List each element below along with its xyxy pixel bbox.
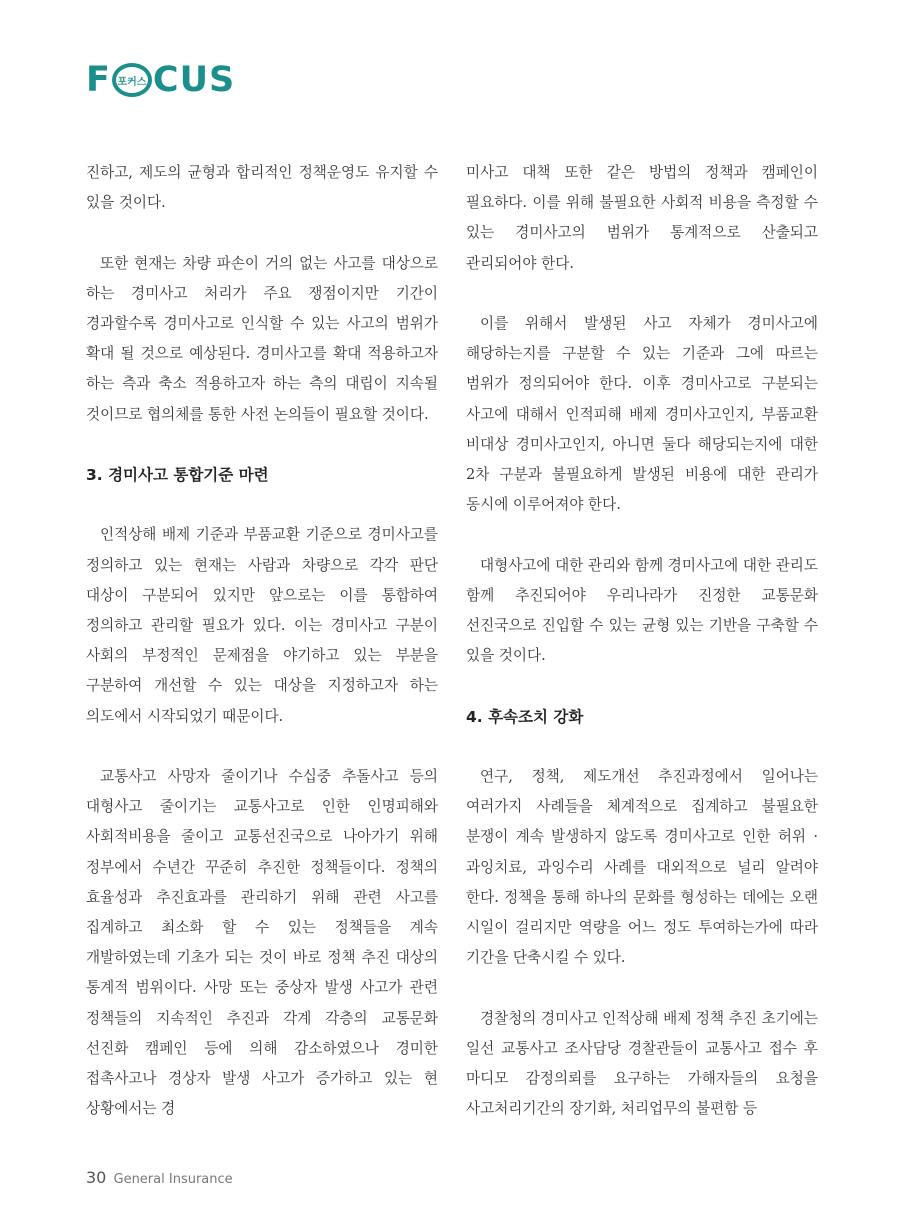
focus-logo xyxy=(86,62,235,98)
paragraph: 미사고 대책 또한 같은 방법의 정책과 캠페인이 필요하다. 이를 위해 불필요한 사회적 비용을 측정할 수 있는 경미사고의 범위가 통계적으로 산출되고 관리되어야 한다. xyxy=(466,164,818,272)
logo-letter-f: F xyxy=(86,60,111,100)
right-column xyxy=(466,158,818,1124)
paragraph: 인적상해 배제 기준과 부품교환 기준으로 경미사고를 정의하고 있는 현재는 사람과 차량으로 각각 판단 대상이 구분되어 있지만 앞으로는 이를 통합하여 정의하고 관리할 필요가 있다. 이는 경미사고 구분이 사회의 부정적인 문제점을 야기하고 있는 부분을 구분하여 개선할 수 있는 대상을 지정하고자 하는 의도에서 시작되었기 때문이다. xyxy=(86,526,438,725)
logo-letters-cus: CUS xyxy=(152,60,236,100)
logo-circle xyxy=(112,63,152,97)
paragraph: 또한 현재는 차량 파손이 거의 없는 사고를 대상으로 하는 경미사고 처리가 주요 쟁점이지만 기간이 경과할수록 경미사고로 인식할 수 있는 사고의 범위가 확대 될 것으로 예상된다. 경미사고를 확대 적용하고자 하는 측과 축소 적용하고자 하는 측의 대립이 지속될 것이므로 협의체를 통한 사전 논의들이 필요할 것이다. xyxy=(86,254,438,423)
paragraph: 이를 위해서 발생된 사고 자체가 경미사고에 해당하는지를 구분할 수 있는 기준과 그에 따르는 범위가 정의되어야 한다. 이후 경미사고로 구분되는 사고에 대해서 인적피해 배제 경미사고인지, 부품교환 비대상 경미사고인지, 아니면 둘다 해당되는지에 대한 2차 구분과 불필요하게 발생된 비용에 대한 관리가 동시에 이루어져야 한다. xyxy=(466,315,818,514)
paragraph: 대형사고에 대한 관리와 함께 경미사고에 대한 관리도 함께 추진되어야 우리나라가 진정한 교통문화 선진국으로 진입할 수 있는 균형 있는 기반을 구축할 수 있을 것이다. xyxy=(466,556,818,665)
logo-inner-label: 포커스 xyxy=(117,76,147,88)
paragraph: 연구, 정책, 제도개선 추진과정에서 일어나는 여러가지 사례들을 체계적으로 집계하고 불필요한 분쟁이 계속 발생하지 않도록 경미사고로 인한 허위 · 과잉치료, 과잉수리 사례를 대외적으로 널리 알려야 한다. 정책을 통해 하나의 문화를 형성하는 데에는 오랜 시일이 걸리지만 역량을 어느 정도 투여하는가에 따라 기간을 단축시킬 수 있다. xyxy=(466,767,818,967)
paragraph: 경찰청의 경미사고 인적상해 배제 정책 추진 초기에는 일선 교통사고 조사담당 경찰관들이 교통사고 접수 후 마디모 감정의뢰를 요구하는 가해자들의 요청을 사고처리기간의 장기화, 처리업무의 불편함 등 xyxy=(466,1009,818,1118)
publication-name: General Insurance xyxy=(113,1172,233,1187)
paragraph: 진하고, 제도의 균형과 합리적인 정책운영도 유지할 수 있을 것이다. xyxy=(86,164,438,212)
page-footer xyxy=(86,1168,233,1187)
page-number: 30 xyxy=(86,1168,107,1187)
left-column xyxy=(86,158,438,1124)
section-heading: 3. 경미사고 통합기준 마련 xyxy=(86,466,269,484)
section-heading: 4. 후속조치 강화 xyxy=(466,707,584,726)
paragraph: 교통사고 사망자 줄이기나 수십중 추돌사고 등의 대형사고 줄이기는 교통사고로 인한 인명피해와 사회적비용을 줄이고 교통선진국으로 나아가기 위해 정부에서 수년간 꾸준히 추진한 정책들이다. 정책의 효율성과 추진효과를 관리하기 위해 관련 사고를 집계하고 최소화 할 수 있는 정책들을 계속 개발하였는데 기초가 되는 것이 바로 정책 추진 대상의 통계적 범위이다. 사망 또는 중상자 발생 사고가 관련 정책들의 지속적인 추진과 각계 각층의 교통문화 선진화 캠페인 등에 의해 감소하였으나 경미한 접촉사고나 경상자 발생 사고가 증가하고 있는 현 상황에서는 경 xyxy=(86,767,438,1118)
